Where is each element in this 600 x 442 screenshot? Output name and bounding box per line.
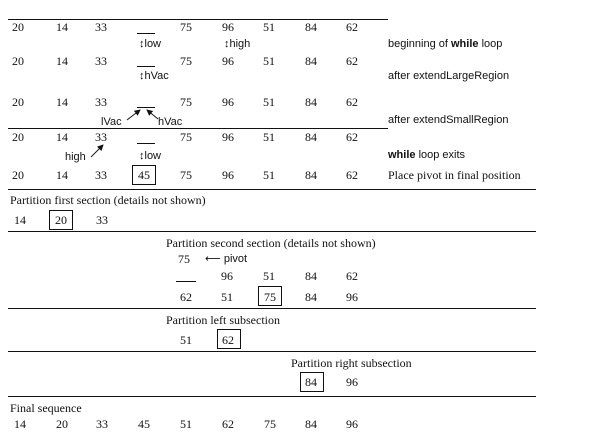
- left-arrow-icon: ⟵: [205, 253, 221, 265]
- blank-slot: [137, 66, 155, 67]
- cell: 51: [221, 290, 233, 304]
- pivot-pointer: [205, 252, 247, 266]
- cell: 84: [305, 168, 317, 182]
- pointer-label: low: [144, 38, 162, 50]
- section-separator: [8, 189, 536, 190]
- low-pointer: [139, 37, 161, 51]
- cell: 62: [346, 269, 358, 283]
- pointer-label: low: [144, 150, 162, 162]
- cell: 20: [12, 168, 24, 182]
- section-separator: [8, 231, 536, 232]
- section-separator: [8, 308, 536, 309]
- cell: 33: [96, 417, 108, 431]
- pivot-cell: 84: [305, 375, 317, 389]
- blank-slot: [137, 33, 155, 34]
- high-pointer: [224, 37, 250, 51]
- cell: 51: [263, 168, 275, 182]
- cell: 62: [180, 290, 192, 304]
- hvac-pointer: [139, 69, 169, 83]
- row-separator: [8, 128, 388, 129]
- lvac-label: lVac: [101, 116, 122, 128]
- cell: 75: [180, 130, 192, 144]
- blank-slot: [137, 143, 155, 144]
- cell: 14: [56, 20, 68, 34]
- cell: 84: [305, 54, 317, 68]
- cell: 84: [305, 130, 317, 144]
- pivot-cell: 20: [55, 213, 67, 227]
- step-caption-3: after extendSmallRegion: [388, 114, 509, 126]
- blank-slot: [176, 281, 196, 282]
- step-caption-4: while loop exits: [388, 149, 466, 161]
- updown-arrow-icon: ↕: [139, 38, 145, 50]
- cell: 33: [95, 130, 107, 144]
- cell: 20: [12, 130, 24, 144]
- cell: 84: [305, 20, 317, 34]
- cell: 96: [222, 168, 234, 182]
- pivot-label: pivot: [223, 253, 248, 265]
- pivot-value: 75: [178, 252, 190, 266]
- cell: 96: [346, 417, 358, 431]
- cell: 51: [263, 95, 275, 109]
- updown-arrow-icon: ↕: [139, 70, 145, 82]
- cell: 84: [305, 95, 317, 109]
- cell: 14: [14, 417, 26, 431]
- cell: 14: [56, 130, 68, 144]
- cell: 51: [263, 54, 275, 68]
- cell: 62: [346, 20, 358, 34]
- high-arrow: [91, 145, 103, 157]
- cell: 96: [346, 290, 358, 304]
- cell: 96: [221, 269, 233, 283]
- right-subsection-title: Partition right subsection: [291, 356, 412, 370]
- cell: 20: [12, 95, 24, 109]
- cell: 84: [305, 290, 317, 304]
- hvac-label: hVac: [158, 116, 183, 128]
- blank-slot: [137, 107, 155, 108]
- high-label: high: [65, 151, 86, 163]
- cell: 75: [180, 95, 192, 109]
- pivot-cell: 75: [264, 290, 276, 304]
- cell: 51: [263, 269, 275, 283]
- cell: 75: [180, 54, 192, 68]
- while-keyword: while: [388, 149, 416, 161]
- while-keyword: while: [451, 38, 479, 50]
- cell: 51: [263, 20, 275, 34]
- cell: 96: [222, 54, 234, 68]
- cell: 96: [222, 130, 234, 144]
- cell: 33: [95, 54, 107, 68]
- cell: 62: [222, 417, 234, 431]
- cell: 96: [346, 375, 358, 389]
- cell: 96: [222, 95, 234, 109]
- pointer-label: hVac: [144, 70, 169, 82]
- step-caption-5: Place pivot in final position: [388, 168, 521, 182]
- cell: 20: [56, 417, 68, 431]
- hvac-arrow: [147, 110, 158, 119]
- cell: 14: [56, 95, 68, 109]
- step-caption-1: beginning of while loop: [388, 38, 503, 50]
- cell: 75: [180, 20, 192, 34]
- updown-arrow-icon: ↕: [224, 38, 230, 50]
- cell: 14: [56, 54, 68, 68]
- cell: 33: [95, 95, 107, 109]
- cell: 45: [138, 417, 150, 431]
- cell: 84: [305, 269, 317, 283]
- step-caption-2: after extendLargeRegion: [388, 70, 510, 82]
- section-separator: [8, 351, 536, 352]
- cell: 14: [14, 213, 26, 227]
- left-subsection-title: Partition left subsection: [166, 313, 280, 327]
- cell: 51: [263, 130, 275, 144]
- low-pointer-2: [139, 149, 161, 163]
- cell: 84: [305, 417, 317, 431]
- cell: 96: [222, 20, 234, 34]
- cell: 62: [346, 168, 358, 182]
- cell: 33: [95, 168, 107, 182]
- cell: 20: [12, 54, 24, 68]
- updown-arrow-icon: ↕: [139, 150, 145, 162]
- cell: 62: [346, 54, 358, 68]
- cell: 33: [96, 213, 108, 227]
- cell: 20: [12, 20, 24, 34]
- cell: 14: [56, 168, 68, 182]
- cell: 62: [346, 130, 358, 144]
- pivot-cell: 45: [138, 168, 150, 182]
- lvac-arrow: [127, 110, 140, 120]
- cell: 62: [346, 95, 358, 109]
- cell: 51: [180, 417, 192, 431]
- second-section-title: Partition second section (details not shown): [166, 236, 376, 250]
- cell: 75: [264, 417, 276, 431]
- section-separator: [8, 396, 536, 397]
- pointer-label: high: [229, 38, 251, 50]
- cell: 33: [95, 20, 107, 34]
- cell: 75: [180, 168, 192, 182]
- final-sequence-title: Final sequence: [10, 401, 82, 415]
- cell: 51: [180, 333, 192, 347]
- pivot-cell: 62: [222, 333, 234, 347]
- first-section-title: Partition first section (details not shown): [10, 193, 206, 207]
